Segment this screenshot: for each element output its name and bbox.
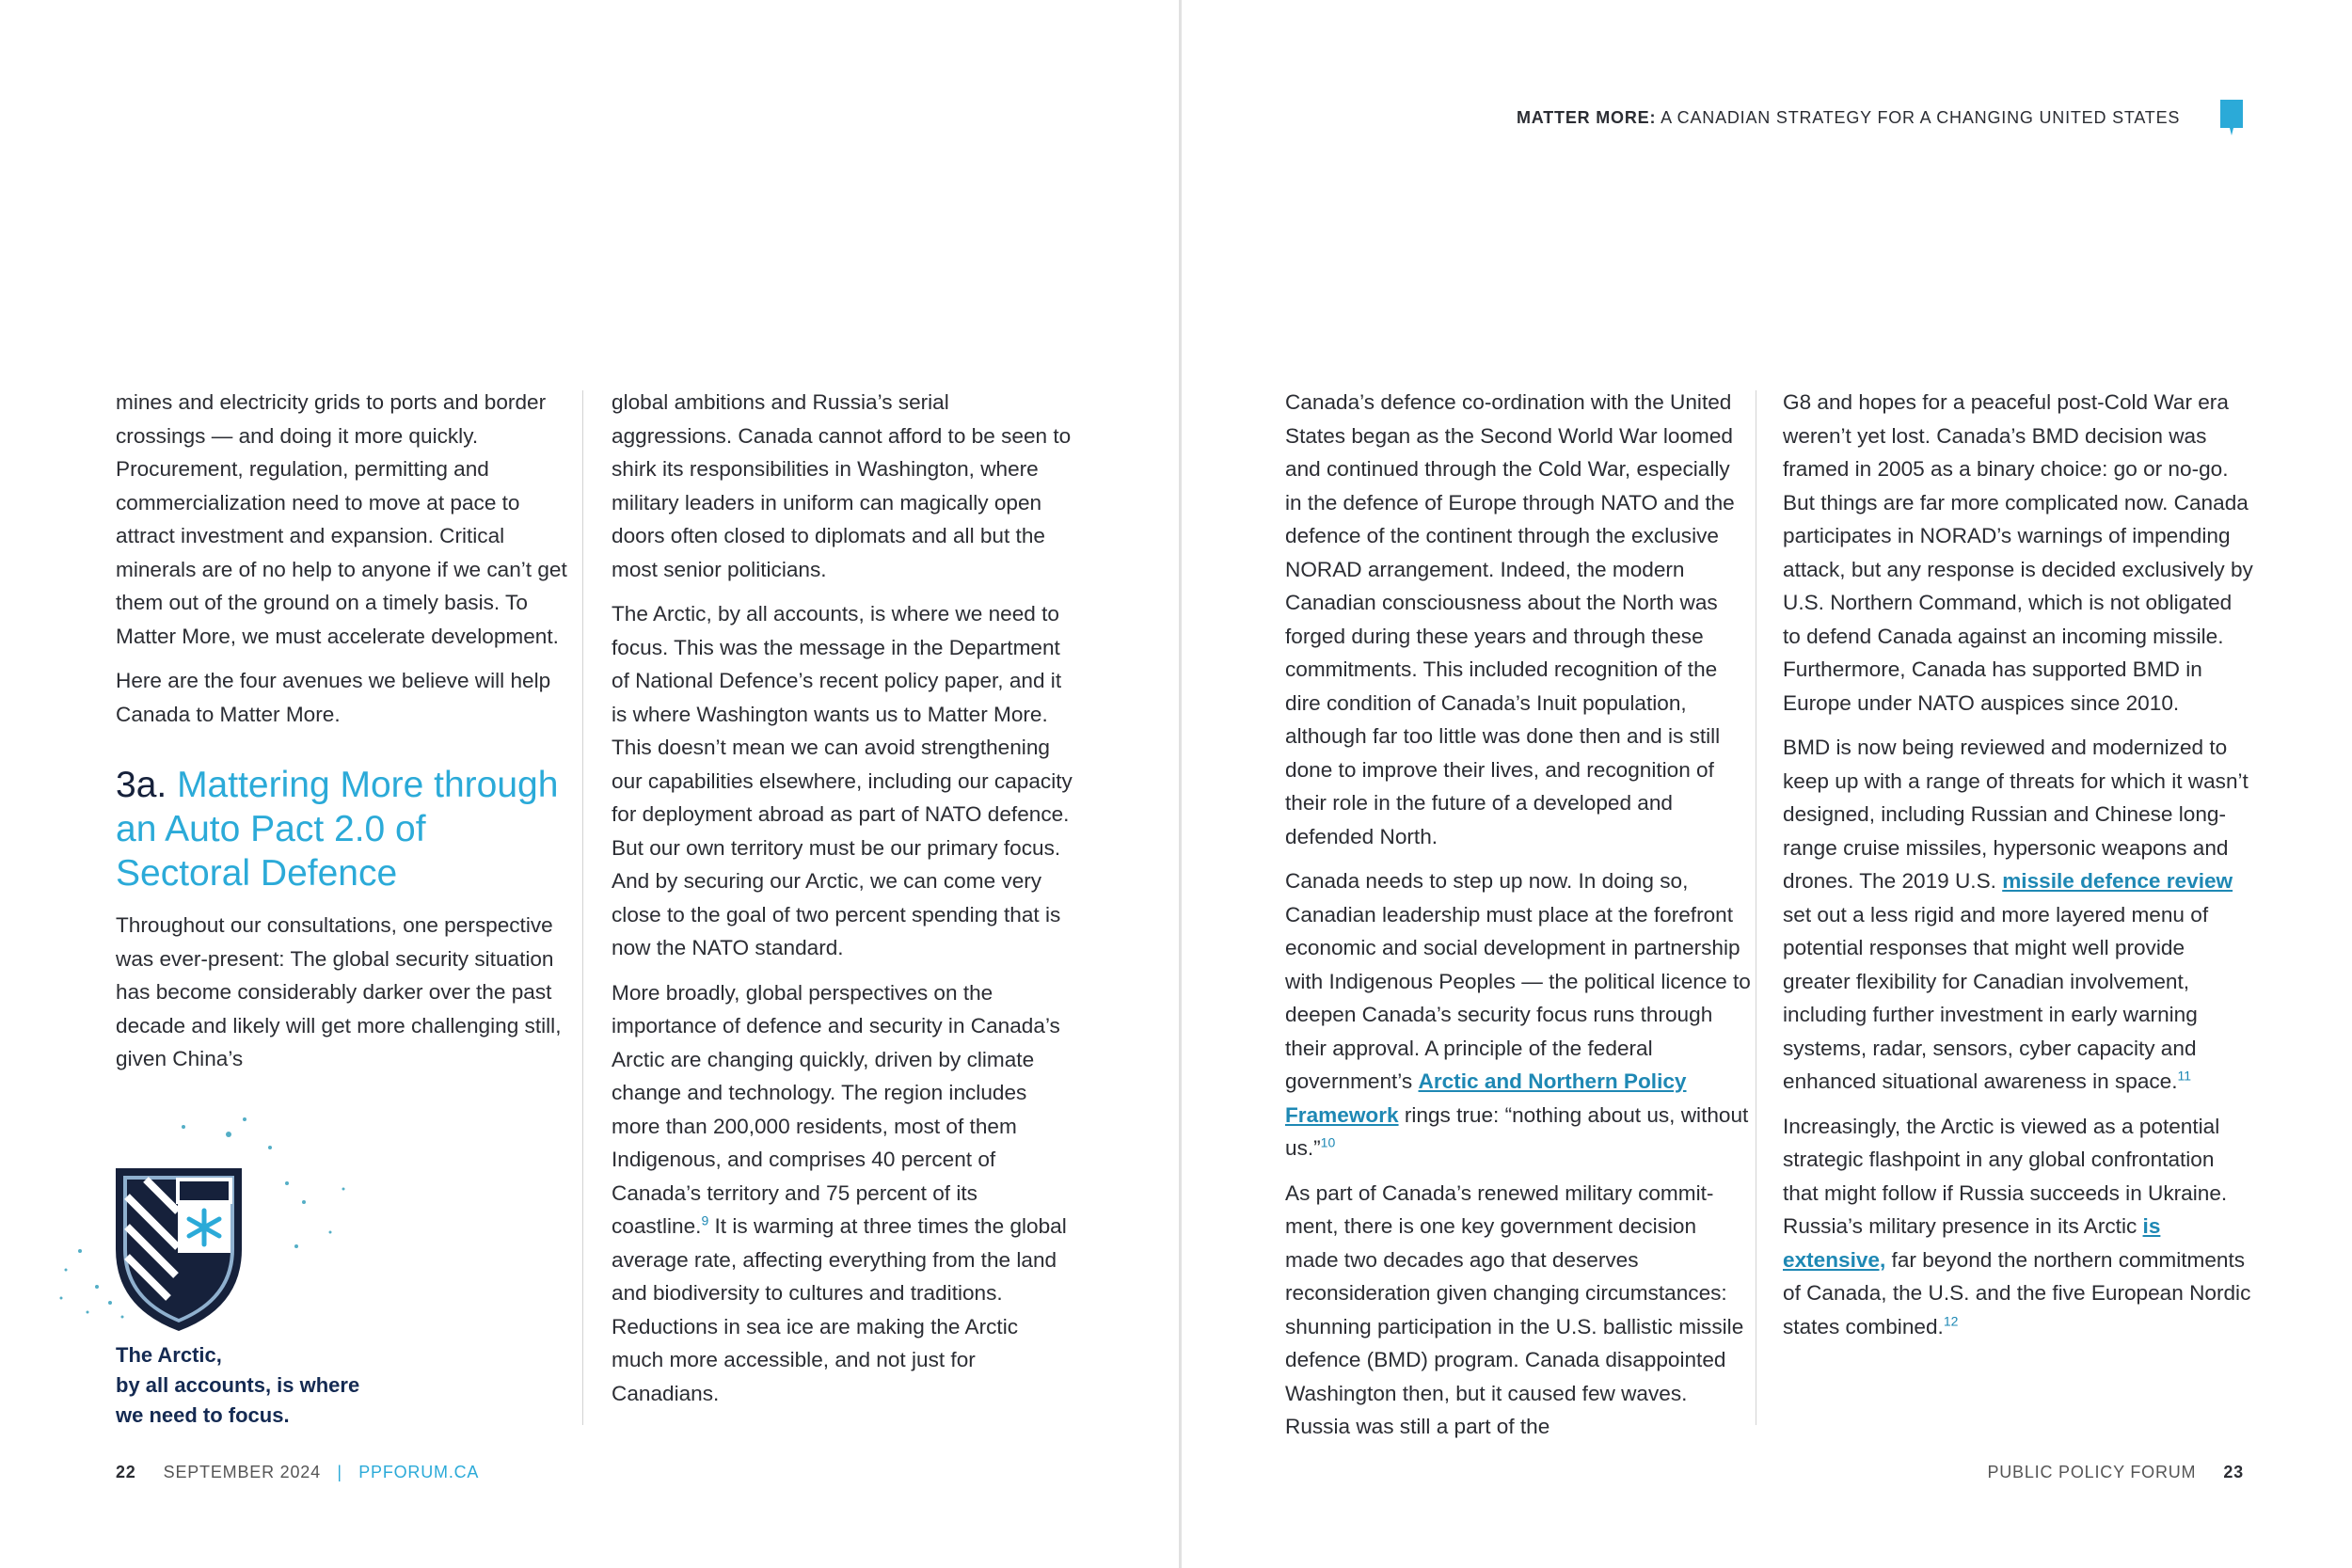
footnote-ref[interactable]: 10 <box>1320 1134 1336 1150</box>
paragraph-text: set out a less rigid and more layered menu of potential responses that might well provide greater flexibility for Canadian involvement, including further investment in early warning systems, radar, sensors, cyber capacity and enhanced situational awareness in space. <box>1783 902 2209 1093</box>
paragraph <box>1783 1110 2253 1344</box>
footer-separator: | <box>337 1463 342 1481</box>
page-number: 23 <box>2223 1463 2244 1481</box>
column-3 <box>1285 386 1751 1455</box>
section-heading <box>116 763 567 895</box>
footnote-ref[interactable]: 9 <box>701 1212 709 1228</box>
paragraph-text: far beyond the northern commitments of Canada, the U.S. and the five European Nordic states combined. <box>1783 1247 2251 1338</box>
header-rest: A CANADIAN STRATEGY FOR A CHANGING UNITED STATES <box>1661 108 2181 127</box>
paragraph-text: Increasingly, the Arctic is viewed as a potential strategic flashpoint in any global confrontation that might follow if Russia succeeds in Ukraine. Russia’s military presence in its Arctic <box>1783 1114 2228 1238</box>
paragraph <box>1783 731 2253 1099</box>
paragraph: mines and electricity grids to ports and border crossings — and doing it more quickly. Procurement, regulation, permitting and commercialization need to move at pace to attract investment and expansion. Critical minerals are of no help to anyone if we can’t get them out of the ground on a timely basis. To Matter More, we must accelerate development. <box>116 390 567 648</box>
paragraph-text: rings true: “nothing about us, without us.” <box>1285 1102 1749 1160</box>
bookmark-icon <box>2220 100 2243 135</box>
footer-date: SEPTEMBER 2024 <box>163 1463 321 1481</box>
missile-defence-review-link[interactable]: missile defence review <box>2002 869 2233 893</box>
page-spine <box>1179 0 1182 1568</box>
paragraph: The Arctic, by all accounts, is where we need to focus. This was the message in the Department of National Defence’s recent policy paper, and it is where Washington wants us to Matter More. This doesn’t mean we can avoid strengthening our capabilities elsewhere, including our capacity for deployment abroad as part of NATO defence. But our own territory must be our primary focus. And by securing our Arctic, we can come very close to the goal of two percent spending that is now the NATO standard. <box>612 602 1073 959</box>
header-bold: MATTER MORE: <box>1517 108 1657 127</box>
policy-framework-link[interactable]: Arctic and Northern Policy Framework <box>1285 1069 1687 1127</box>
pull-quote-line: by all accounts, is where <box>116 1373 360 1397</box>
paragraph-text: BMD is now being reviewed and modernized to keep up with a range of threats for which it wasn’t designed, including Russian and Chinese long-range cruise missiles, hypersonic weapons and drones. The 2019 U.S. <box>1783 736 2249 893</box>
footer-left <box>116 1463 479 1482</box>
paragraph: global ambitions and Russia’s serial aggressions. Canada cannot afford to be seen to shirk its responsibilities in Washington, where military leaders in uniform can magically open doors often closed to diplomats and all but the most senior politicians. <box>612 390 1072 581</box>
paragraph-text: It is warming at three times the global average rate, affecting everything from the land and biodiversity to cultures and traditions. Reductions in sea ice are making the Arctic much more accessible, and not just for Canadians. <box>612 1214 1067 1405</box>
paragraph: Throughout our consultations, one perspective was ever-present: The global security situation has become considerably darker over the past decade and likely will get more challenging still, given China’s <box>116 913 562 1070</box>
footnote-ref[interactable]: 12 <box>1943 1312 1959 1328</box>
footer-site-link[interactable]: PPFORUM.CA <box>358 1463 480 1481</box>
is-extensive-link[interactable]: is extensive, <box>1783 1214 2161 1272</box>
paragraph-text: Canada needs to step up now. In doing so, Canadian leadership must place at the forefront economic and social development in partnership with Indigenous Peoples — the political licence to deepen Canada’s security focus runs through their approval. A principle of the federal government’s <box>1285 869 1751 1093</box>
paragraph: Canada’s defence co-ordination with the United States began as the Second World War loomed and continued through the Cold War, especially in the defence of Europe through NATO and the defence of the continent through the exclusive NORAD arrangement. Indeed, the modern Canadian consciousness about the North was forged during these years and through these commitments. This included recognition of the dire condition of Canada’s Inuit population, although far too little was done then and is still done to improve their lives, and recognition of their role in the future of a developed and defended North. <box>1285 390 1735 848</box>
paragraph: G8 and hopes for a peaceful post-Cold War era weren’t yet lost. Canada’s BMD decision was framed in 2005 as a binary choice: go or no-go. But things are far more complicated now. Canada participates in NORAD’s warnings of impending attack, but any response is decided exclusively by U.S. Northern Command, which is not obligated to defend Canada against an incoming missile. Furthermore, Canada has supported BMD in Europe under NATO auspices since 2010. <box>1783 390 2253 715</box>
section-title: Mattering More through an Auto Pact 2.0 of Sectoral Defence <box>116 765 559 894</box>
shield-snowflake-icon <box>52 1110 390 1336</box>
paragraph <box>612 976 1073 1411</box>
column-rule <box>582 390 583 1425</box>
pull-quote-line: we need to focus. <box>116 1403 290 1427</box>
pull-quote <box>116 1340 417 1431</box>
section-number: 3a. <box>116 765 167 805</box>
paragraph-text: More broadly, global perspectives on the importance of defence and security in Canada’s Arctic are changing quickly, driven by climate change and technology. The region includes more than 200,000 residents, most of them Indigenous, and comprises 40 percent of Canada’s territory and 75 percent of its coastline. <box>612 980 1060 1238</box>
column-1 <box>116 386 567 1087</box>
page-number: 22 <box>116 1463 136 1481</box>
footnote-ref[interactable]: 11 <box>2177 1068 2192 1084</box>
paragraph: Here are the four avenues we believe will help Canada to Matter More. <box>116 669 551 726</box>
paragraph: As part of Canada’s renewed military commitment, there is one key government decision made two decades ago that deserves reconsideration given changing circumstances: shunning participation in the U.S. ballistic missile defence (BMD) program. Canada disappointed Washington then, but it caused few waves. Russia was still a part of the <box>1285 1180 1744 1438</box>
paragraph <box>1285 864 1751 1165</box>
column-4 <box>1783 386 2253 1354</box>
column-2 <box>612 386 1073 1421</box>
running-header <box>1517 108 2180 128</box>
footer-right <box>1987 1463 2244 1482</box>
pull-quote-line: The Arctic, <box>116 1343 222 1367</box>
footer-org: PUBLIC POLICY FORUM <box>1987 1463 2197 1481</box>
